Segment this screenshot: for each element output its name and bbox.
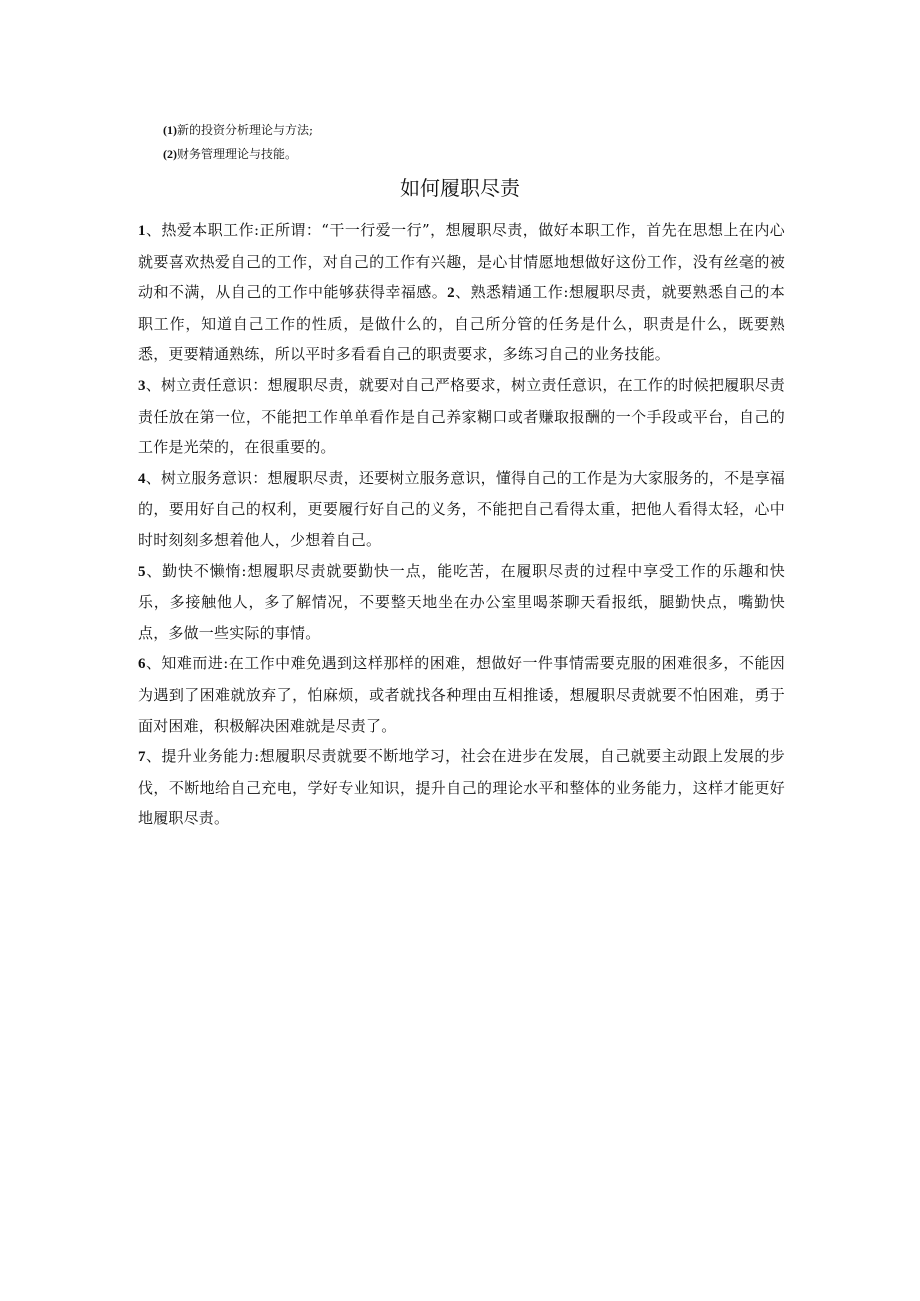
paragraph-6: [138, 648, 785, 741]
item-number: 3: [138, 377, 146, 394]
item-text: 、树立责任意识：想履职尽责，就要对自己严格要求，树立责任意识，在工作的时候把履职尽责责任放在第一位，不能把工作单单看作是自己养家糊口或者赚取报酬的一个手段或平台，自己的工作是光荣的，在很重要的。: [138, 375, 785, 457]
intro-list: [163, 118, 313, 166]
intro-item-text: 新的投资分析理论与方法;: [177, 123, 314, 137]
paragraph-5: [138, 556, 785, 649]
intro-item: [163, 118, 313, 142]
item-number: 7: [138, 749, 146, 766]
paragraph-7: [138, 741, 785, 834]
intro-item: [163, 142, 313, 166]
item-text: 、提升业务能力:想履职尽责就要不断地学习，社会在进步在发展，自己就要主动跟上发展的步伐，不断地给自己充电，学好专业知识，提升自己的理论水平和整体的业务能力，这样才能更好地履职尽责。: [138, 747, 785, 828]
paragraph-3: [138, 370, 785, 463]
item-text: 、熟悉精通工作:想履职尽责，就要熟悉自己的本职工作，知道自己工作的性质，是做什么的，自己所分管的任务是什么，职责是什么，既要熟悉，更要精通熟练，所以平时多看看自己的职责要求，多练习自己的业务技能。: [138, 283, 785, 364]
paragraph-1-2: [138, 215, 785, 370]
item-text: 、勤快不懒惰:想履职尽责就要勤快一点，能吃苦，在履职尽责的过程中享受工作的乐趣和快乐，多接触他人，多了解情况，不要整天地坐在办公室里喝茶聊天看报纸，腿勤快点，嘴勤快点，多做一些实际的事情。: [138, 561, 785, 642]
item-text: 、树立服务意识：想履职尽责，还要树立服务意识，懂得自己的工作是为大家服务的，不是享福的，要用好自己的权利，更要履行好自己的义务，不能把自己看得太重，把他人看得太轻，心中时时刻刻多想着他人，少想着自己。: [138, 468, 785, 549]
item-number: 6: [138, 656, 146, 673]
item-number: 2: [447, 285, 455, 302]
paragraph-4: [138, 463, 785, 556]
intro-item-number: (2): [163, 147, 177, 161]
item-text: 、热爱本职工作:正所谓：“干一行爱一行”，想履职尽责，做好本职工作，首先在思想上在内心就要喜欢热爱自己的工作，对自己的工作有兴趣，是心甘情愿地想做好这份工作，没有丝毫的被动和不满，从自己的工作中能够获得幸福感。: [138, 221, 785, 302]
document-title: 如何履职尽责: [400, 176, 520, 200]
intro-item-text: 财务管理理论与技能。: [177, 147, 298, 161]
item-number: 4: [138, 470, 146, 487]
item-number: 5: [138, 563, 146, 580]
document-body: [138, 215, 785, 834]
intro-item-number: (1): [163, 123, 177, 137]
item-number: 1: [138, 223, 146, 239]
item-text: 、知难而进:在工作中难免遇到这样那样的困难，想做好一件事情需要克服的困难很多，不能因为遇到了困难就放弃了，怕麻烦，或者就找各种理由互相推诿，想履职尽责就要不怕困难，勇于面对困难，积极解决困难就是尽责了。: [138, 654, 785, 735]
